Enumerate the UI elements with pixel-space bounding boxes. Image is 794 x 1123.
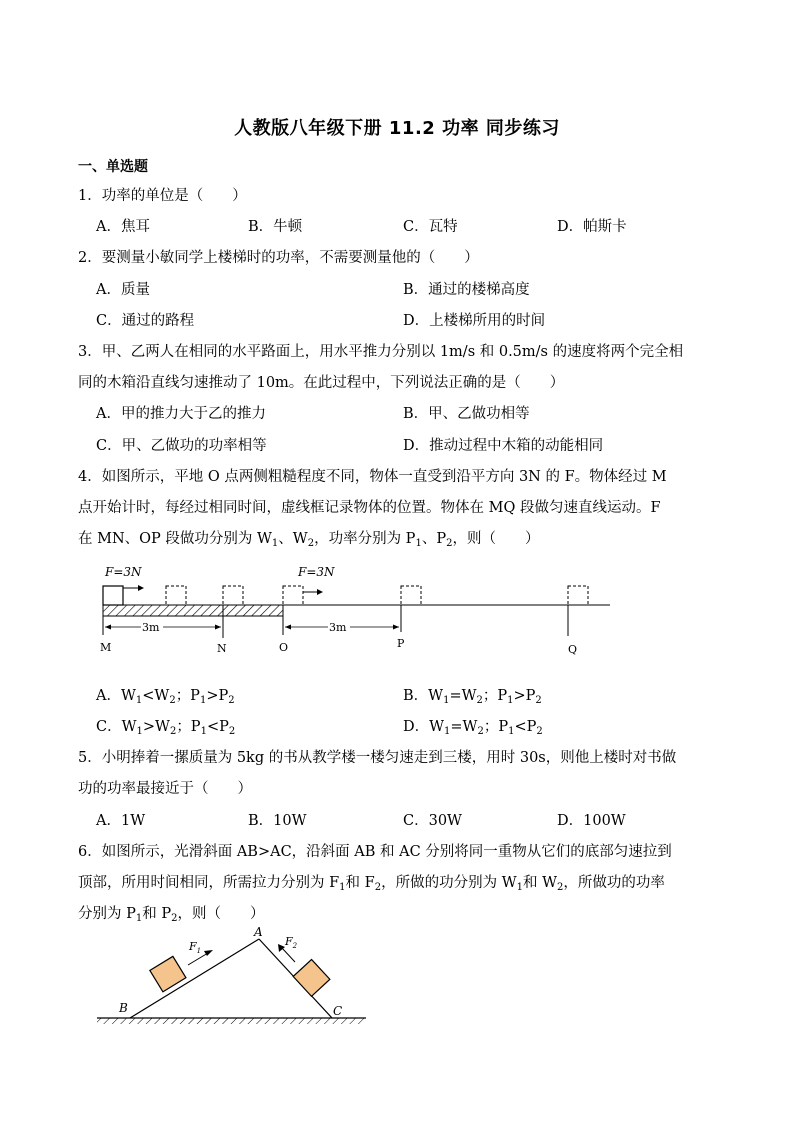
label-f1-text: F <box>189 940 197 953</box>
subscript: 2 <box>374 882 382 893</box>
subscript: 1 <box>507 695 514 706</box>
question-5-stem-line1: 5．小明捧着一摞质量为 5kg 的书从教学楼一楼匀速走到三楼，用时 30s，则他上楼时对书做 <box>78 750 677 766</box>
q4-text-part: ，则（ ） <box>452 531 540 547</box>
q1-option-c: C．瓦特 <box>403 219 458 235</box>
option-text: <P <box>514 719 537 735</box>
label-f1-sub: 1 <box>196 947 202 955</box>
q6-text-part: ，则（ ） <box>177 906 265 922</box>
arrowhead <box>105 625 111 630</box>
option-text: =W <box>449 688 477 704</box>
subscript: 2 <box>169 726 177 737</box>
q1-option-b: B．牛顿 <box>248 219 303 235</box>
question-3-stem-line2: 同的木箱沿直线匀速推动了 10m。在此过程中，下列说法正确的是（ ） <box>78 375 565 391</box>
point-n: N <box>217 642 227 655</box>
force-label-left: F=3N <box>105 565 142 579</box>
option-text: D．W <box>403 719 445 735</box>
q6-text-part: ，所做功的功率 <box>563 875 665 891</box>
arrowhead <box>285 625 291 630</box>
subscript: 2 <box>535 695 542 706</box>
subscript: 2 <box>477 726 484 737</box>
subscript: 2 <box>446 538 453 549</box>
q3-option-a: A．甲的推力大于乙的推力 <box>96 406 266 422</box>
q6-incline-diagram <box>92 925 372 1030</box>
q6-text-part: 和 F <box>345 875 375 891</box>
point-m: M <box>100 641 112 654</box>
q2-option-b: B．通过的楼梯高度 <box>403 282 530 298</box>
subscript: 1 <box>271 538 279 549</box>
option-text: <P <box>206 719 229 735</box>
subscript: 1 <box>199 695 207 706</box>
rough-surface <box>103 605 283 616</box>
q2-option-d: D．上楼梯所用的时间 <box>403 313 546 329</box>
object-box <box>103 586 123 605</box>
option-text: C．W <box>96 719 137 735</box>
subscript: 1 <box>135 695 143 706</box>
option-text: >P <box>513 688 536 704</box>
arrowhead <box>215 625 221 630</box>
q6-text-part: ，所做的功分别为 W <box>381 875 517 891</box>
option-text: >W <box>142 719 170 735</box>
question-5-stem-line2: 功的功率最接近于（ ） <box>78 781 252 797</box>
q6-text-part: 顶部，所用时间相同，所需拉力分别为 F <box>78 875 340 891</box>
subscript: 1 <box>339 882 346 893</box>
subscript: 1 <box>444 726 451 737</box>
subscript: 1 <box>200 726 207 737</box>
subscript: 2 <box>557 882 564 893</box>
option-text: ；P <box>482 688 508 704</box>
distance-label-mn: 3m <box>142 621 160 634</box>
label-f2 <box>284 935 298 950</box>
q5-option-a: A．1W <box>96 813 146 829</box>
option-text: B．W <box>403 688 444 704</box>
label-f2-sub: 2 <box>292 942 298 950</box>
subscript: 2 <box>169 695 176 706</box>
option-text: ；P <box>483 719 509 735</box>
q4-option-c <box>96 717 235 737</box>
q2-option-a: A．质量 <box>96 282 150 298</box>
section-heading: 一、单选题 <box>78 159 148 175</box>
subscript: 1 <box>135 913 143 924</box>
distance-label-op: 3m <box>329 621 347 634</box>
question-4-stem-line1: 4．如图所示，平地 O 点两侧粗糙程度不同，物体一直受到沿平方向 3N 的 F。物体经过 M <box>78 469 667 485</box>
q4-motion-diagram <box>95 560 620 660</box>
subscript: 1 <box>415 538 422 549</box>
question-6-stem-line1: 6．如图所示，光滑斜面 AB>AC，沿斜面 AB 和 AC 分别将同一重物从它们的底部匀速拉到 <box>78 844 672 860</box>
block-on-ac <box>293 959 330 996</box>
q1-option-d: D．帕斯卡 <box>557 219 627 235</box>
q1-option-a: A．焦耳 <box>96 219 150 235</box>
arrowhead <box>138 585 144 591</box>
page-title: 人教版八年级下册 11.2 功率 同步练习 <box>234 118 560 139</box>
position-box <box>401 586 421 605</box>
subscript: 2 <box>307 538 315 549</box>
position-box <box>223 586 243 605</box>
subscript: 2 <box>171 913 178 924</box>
question-2-stem: 2．要测量小敏同学上楼梯时的功率，不需要测量他的（ ） <box>78 250 479 266</box>
question-1-stem: 1．功率的单位是（ ） <box>78 188 247 204</box>
q6-text-part: 和 W <box>522 875 557 891</box>
position-box <box>166 586 186 605</box>
q4-option-a <box>96 686 235 706</box>
q4-option-d <box>403 717 543 737</box>
question-6-stem-line3 <box>78 904 265 924</box>
label-b: B <box>119 1001 128 1015</box>
q3-option-d: D．推动过程中木箱的动能相同 <box>403 438 604 454</box>
subscript: 2 <box>228 726 236 737</box>
question-4-stem-line2: 点开始计时，每经过相同时间，虚线框记录物体的位置。物体在 MQ 段做匀速直线运动。F <box>78 500 661 516</box>
option-text: <W <box>142 688 170 704</box>
label-f2-text: F <box>285 935 293 948</box>
q4-text-part: 、P <box>421 531 447 547</box>
q6-text-part: 分别为 P <box>78 906 136 922</box>
option-text: A．W <box>96 688 136 704</box>
point-q: Q <box>568 643 578 656</box>
q4-option-b <box>403 686 542 706</box>
subscript: 2 <box>476 695 483 706</box>
option-text: ；P <box>175 688 200 704</box>
q4-text-part: 在 MN、OP 段做功分别为 W <box>78 531 272 547</box>
point-o: O <box>279 641 289 654</box>
arrowhead <box>393 625 399 630</box>
q5-option-b: B．10W <box>248 813 307 829</box>
option-text: ；P <box>176 719 201 735</box>
position-box <box>568 586 588 605</box>
question-3-stem-line1: 3．甲、乙两人在相同的水平路面上，用水平推力分别以 1m/s 和 0.5m/s 的速度将两个完全相 <box>78 344 684 360</box>
q2-option-c: C．通过的路程 <box>96 313 195 329</box>
subscript: 1 <box>443 695 450 706</box>
subscript: 1 <box>136 726 143 737</box>
force-arrow-f2 <box>282 948 295 962</box>
question-6-stem-line2 <box>78 873 665 893</box>
force-label-right: F=3N <box>298 565 335 579</box>
label-f1 <box>188 940 201 955</box>
subscript: 1 <box>516 882 523 893</box>
subscript: 2 <box>228 695 235 706</box>
position-box <box>283 586 303 605</box>
q3-option-c: C．甲、乙做功的功率相等 <box>96 438 267 454</box>
label-c: C <box>333 1004 343 1018</box>
label-a: A <box>254 925 263 939</box>
q6-text-part: 和 P <box>142 906 172 922</box>
q4-text-part: ，功率分别为 P <box>314 531 416 547</box>
q4-text-part: 、W <box>278 531 308 547</box>
option-text: =W <box>450 719 478 735</box>
q3-option-b: B．甲、乙做功相等 <box>403 406 530 422</box>
q5-option-c: C．30W <box>403 813 462 829</box>
question-4-stem-line3 <box>78 529 539 549</box>
arrowhead <box>317 589 323 595</box>
subscript: 2 <box>536 726 543 737</box>
q5-option-d: D．100W <box>557 813 626 829</box>
ground-hatch <box>97 1018 366 1024</box>
point-p: P <box>397 637 405 650</box>
subscript: 1 <box>508 726 515 737</box>
option-text: >P <box>206 688 229 704</box>
